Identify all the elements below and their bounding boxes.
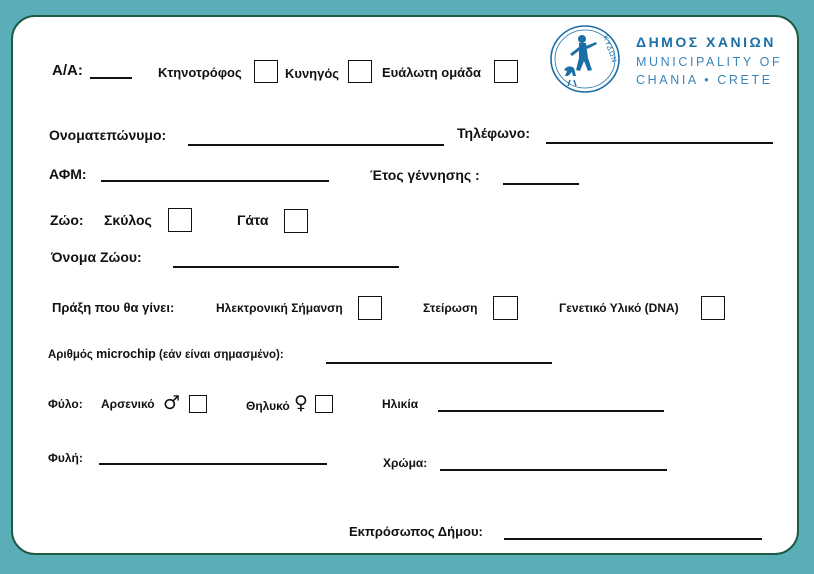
action-sterilization-checkbox[interactable]: [493, 296, 518, 320]
animal-label: Ζώο:: [50, 212, 84, 228]
phone-label: Τηλέφωνο:: [457, 125, 531, 141]
breed-input-line[interactable]: [99, 463, 327, 465]
breed-label: Φυλή:: [48, 451, 83, 465]
age-input-line[interactable]: [438, 410, 664, 412]
color-label: Χρώμα:: [383, 456, 428, 470]
birth-year-label: Έτος γέννησης :: [370, 167, 480, 183]
microchip-label-prefix: Αριθμός: [48, 349, 97, 361]
action-sterilization-label: Στείρωση: [423, 301, 478, 315]
category-farmer-checkbox[interactable]: [254, 60, 278, 83]
category-hunter-checkbox[interactable]: [348, 60, 372, 83]
action-dna-checkbox[interactable]: [701, 296, 725, 320]
birth-year-input-line[interactable]: [503, 183, 579, 185]
aa-input-line[interactable]: [90, 77, 132, 79]
microchip-label-suffix: (εάν είναι σημασμένο):: [155, 349, 284, 361]
afm-input-line[interactable]: [101, 180, 329, 182]
microchip-number-label: [48, 348, 284, 362]
fullname-input-line[interactable]: [188, 144, 444, 146]
male-checkbox[interactable]: [189, 395, 207, 413]
cat-label: Γάτα: [237, 212, 269, 228]
age-label: Ηλικία: [382, 397, 419, 411]
dog-checkbox[interactable]: [168, 208, 192, 232]
female-checkbox[interactable]: [315, 395, 333, 413]
microchip-number-input-line[interactable]: [326, 362, 552, 364]
category-farmer-label: Κτηνοτρόφος: [158, 65, 242, 80]
representative-label: Εκπρόσωπος Δήμου:: [349, 524, 483, 539]
female-symbol-icon: ♀: [294, 392, 308, 414]
aa-label: Α/Α:: [52, 62, 83, 79]
male-symbol-icon: ♂: [163, 392, 181, 414]
logo-title: ΔΗΜΟΣ ΧΑΝΙΩΝ: [636, 34, 776, 50]
female-label: Θηλυκό: [246, 399, 290, 413]
microchip-label-strong: microchip: [96, 347, 156, 361]
action-microchip-label: Ηλεκτρονική Σήμανση: [216, 301, 343, 315]
afm-label: ΑΦΜ:: [49, 166, 87, 182]
category-hunter-label: Κυνηγός: [285, 66, 340, 81]
representative-signature-line[interactable]: [504, 538, 762, 540]
phone-input-line[interactable]: [546, 142, 773, 144]
logo-subtitle-line2: CHANIA • CRETE: [636, 73, 773, 87]
sex-label: Φύλο:: [48, 397, 83, 411]
logo-subtitle-line1: MUNICIPALITY OF: [636, 55, 783, 69]
application-form-card: [11, 15, 799, 555]
animal-name-label: Όνομα Ζώου:: [51, 249, 142, 265]
fullname-label: Ονοματεπώνυμο:: [49, 127, 167, 143]
male-label: Αρσενικό: [101, 397, 155, 411]
action-microchip-checkbox[interactable]: [358, 296, 382, 320]
color-input-line[interactable]: [440, 469, 667, 471]
action-label: Πράξη που θα γίνει:: [52, 300, 175, 315]
dog-label: Σκύλος: [104, 212, 152, 228]
logo-seal-text: ΚΥΔΩΝ: [601, 34, 618, 65]
action-dna-label: Γενετικό Υλικό (DNA): [559, 301, 679, 315]
animal-name-input-line[interactable]: [173, 266, 399, 268]
category-vulnerable-checkbox[interactable]: [494, 60, 518, 83]
cat-checkbox[interactable]: [284, 209, 308, 233]
category-vulnerable-label: Ευάλωτη ομάδα: [382, 65, 482, 80]
